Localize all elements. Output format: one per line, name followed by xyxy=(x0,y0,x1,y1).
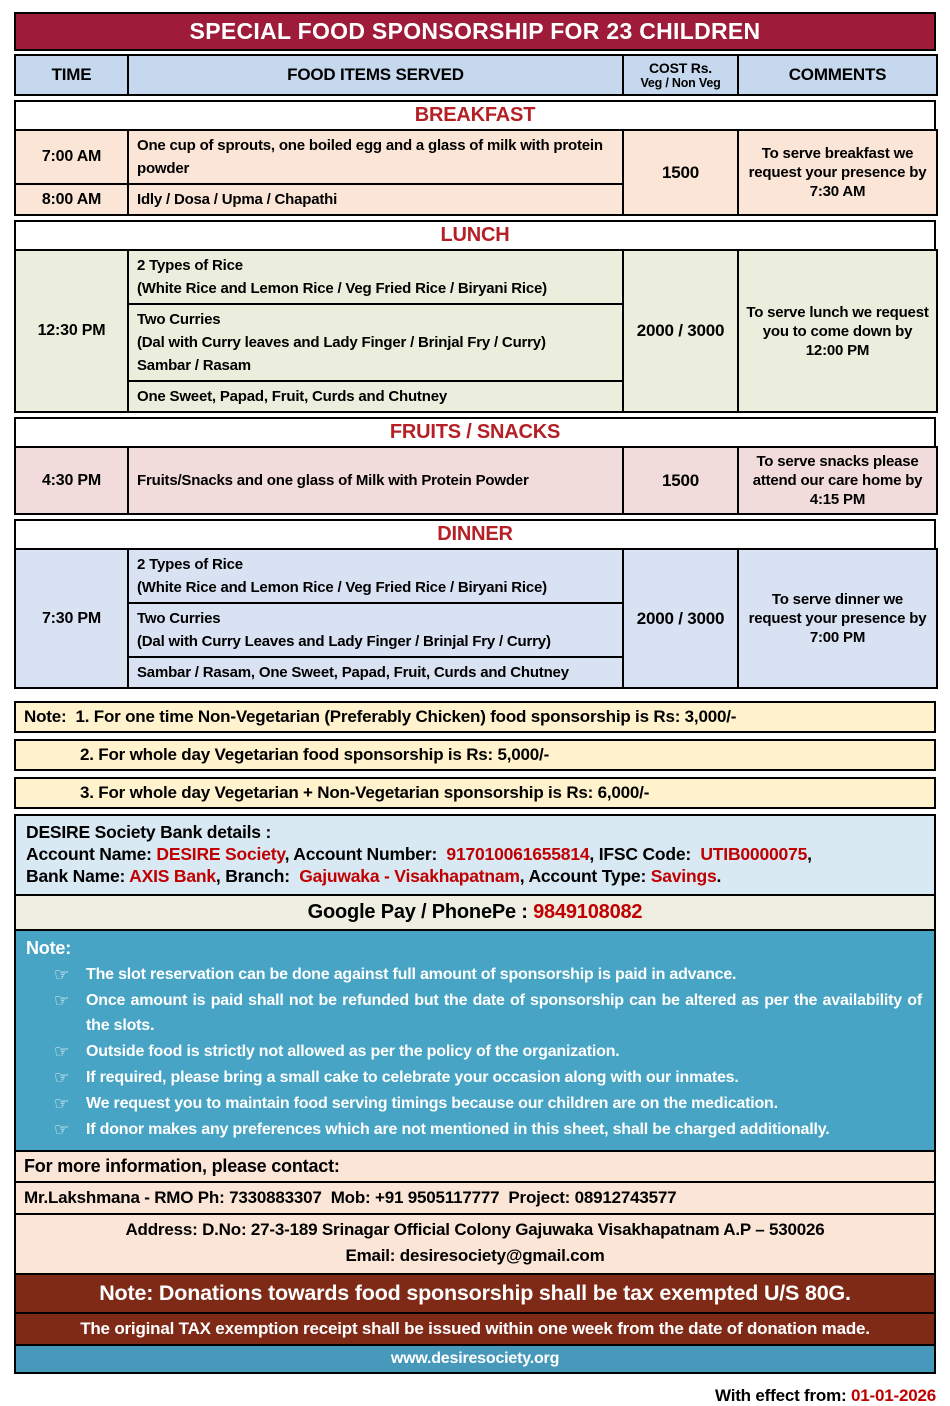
food-line: 2 Types of Rice xyxy=(137,556,243,573)
page-title: SPECIAL FOOD SPONSORSHIP FOR 23 CHILDREN xyxy=(14,12,936,51)
food-cell: Idly / Dosa / Upma / Chapathi xyxy=(128,184,623,215)
policy-item xyxy=(26,1117,924,1142)
dinner-section-heading: DINNER xyxy=(14,519,936,548)
food-cell: One cup of sprouts, one boiled egg and a glass of milk with protein powder xyxy=(128,130,623,184)
effective-date: With effect from: 01-01-2026 xyxy=(715,1386,936,1405)
food-line: (Dal with Curry leaves and Lady Finger / Brinjal Fry / Curry) xyxy=(137,334,546,351)
time-cell: 8:00 AM xyxy=(15,184,128,215)
gpay-phonepe-line: Google Pay / PhonePe : 9849108082 xyxy=(16,894,934,929)
bank-account-line: Account Name: DESIRE Society, Account Number: 917010061655814, IFSC Code: UTIB0000075, xyxy=(26,844,812,864)
food-cell xyxy=(128,603,623,657)
cost-cell: 1500 xyxy=(623,130,738,215)
food-line: Two Curries xyxy=(137,610,221,627)
policy-item-text: If required, please bring a small cake to celebrate your occasion along with our inmates. xyxy=(86,1069,739,1086)
food-line: (Dal with Curry Leaves and Lady Finger / Brinjal Fry / Curry) xyxy=(137,633,551,650)
pointing-hand-icon: ☞ xyxy=(54,1120,70,1139)
email-line: Email: desiresociety@gmail.com xyxy=(345,1246,605,1265)
table-row xyxy=(15,447,937,514)
comment-cell: To serve snacks please attend our care home by 4:15 PM xyxy=(738,447,937,514)
table-row xyxy=(15,55,937,95)
website-url: www.desiresociety.org xyxy=(16,1344,934,1372)
breakfast-section xyxy=(14,100,936,216)
bank-details xyxy=(16,816,934,894)
food-cell xyxy=(128,250,623,304)
bank-branch-line: Bank Name: AXIS Bank, Branch: Gajuwaka - Visakhapatnam, Account Type: Savings. xyxy=(26,866,722,886)
dinner-table xyxy=(14,548,938,689)
tax-receipt-note: The original TAX exemption receipt shall be issued within one week from the date of donation made. xyxy=(16,1312,934,1344)
table-row xyxy=(15,250,937,304)
comment-cell: To serve lunch we request you to come down by 12:00 PM xyxy=(738,250,937,412)
snacks-table xyxy=(14,446,938,515)
address-line: Address: D.No: 27-3-189 Srinagar Official Colony Gajuwaka Visakhapatnam A.P – 530026 xyxy=(125,1220,825,1239)
lunch-section-heading: LUNCH xyxy=(14,220,936,249)
col-header-time: TIME xyxy=(15,55,128,95)
time-cell: 7:00 AM xyxy=(15,130,128,184)
food-cell: Sambar / Rasam, One Sweet, Papad, Fruit, Curds and Chutney xyxy=(128,657,623,688)
policy-item-text: If donor makes any preferences which are not mentioned in this sheet, shall be charged additionally. xyxy=(86,1121,830,1138)
table-row xyxy=(15,130,937,184)
pointing-hand-icon: ☞ xyxy=(54,991,70,1010)
comment-cell: To serve dinner we request your presence by 7:00 PM xyxy=(738,549,937,688)
cost-cell: 2000 / 3000 xyxy=(623,250,738,412)
contact-phones-line: Mr.Lakshmana - RMO Ph: 7330883307 Mob: +91 9505117777 Project: 08912743577 xyxy=(16,1181,934,1213)
table-row xyxy=(15,549,937,603)
pricing-note-1: Note: 1. For one time Non-Vegetarian (Preferably Chicken) food sponsorship is Rs: 3,000/- xyxy=(14,701,936,733)
policy-item-text: We request you to maintain food serving timings because our children are on the medication. xyxy=(86,1095,778,1112)
policy-item xyxy=(26,1039,924,1064)
food-line: Two Curries xyxy=(137,311,221,328)
policy-item xyxy=(26,1065,924,1090)
breakfast-section-heading: BREAKFAST xyxy=(14,100,936,129)
cost-cell: 2000 / 3000 xyxy=(623,549,738,688)
bank-heading: DESIRE Society Bank details : xyxy=(26,822,272,842)
dinner-section xyxy=(14,519,936,689)
address-block xyxy=(16,1213,934,1273)
lunch-table xyxy=(14,249,938,413)
contact-heading: For more information, please contact: xyxy=(16,1150,934,1181)
policy-item-text: Once amount is paid shall not be refunded but the date of sponsorship can be altered as per the availability of the slots. xyxy=(86,992,922,1034)
breakfast-table xyxy=(14,129,938,216)
pointing-hand-icon: ☞ xyxy=(54,965,70,984)
pointing-hand-icon: ☞ xyxy=(54,1042,70,1061)
time-cell: 4:30 PM xyxy=(15,447,128,514)
comment-cell: To serve breakfast we request your presence by 7:30 AM xyxy=(738,130,937,215)
policy-item xyxy=(26,988,924,1038)
col-header-comments: COMMENTS xyxy=(738,55,937,95)
policy-item xyxy=(26,962,924,987)
cost-header-line1: COST Rs. xyxy=(649,60,712,76)
col-header-cost xyxy=(623,55,738,95)
pricing-note-3: 3. For whole day Vegetarian + Non-Vegetarian sponsorship is Rs: 6,000/- xyxy=(14,777,936,809)
cost-header-line2: Veg / Non Veg xyxy=(640,76,721,90)
food-line: Sambar / Rasam xyxy=(137,357,251,374)
snacks-section-heading: FRUITS / SNACKS xyxy=(14,417,936,446)
food-cell: One Sweet, Papad, Fruit, Curds and Chutney xyxy=(128,381,623,412)
food-line: 2 Types of Rice xyxy=(137,257,243,274)
food-line: (White Rice and Lemon Rice / Veg Fried Rice / Biryani Rice) xyxy=(137,579,547,596)
column-header-row xyxy=(14,54,938,96)
policy-note-heading: Note: xyxy=(26,938,71,958)
snacks-section xyxy=(14,417,936,515)
time-cell: 7:30 PM xyxy=(15,549,128,688)
lunch-section xyxy=(14,220,936,413)
policy-item-text: Outside food is strictly not allowed as per the policy of the organization. xyxy=(86,1043,620,1060)
policy-item-text: The slot reservation can be done against full amount of sponsorship is paid in advance. xyxy=(86,966,737,983)
pointing-hand-icon: ☞ xyxy=(54,1068,70,1087)
pricing-note-2: 2. For whole day Vegetarian food sponsorship is Rs: 5,000/- xyxy=(14,739,936,771)
food-cell xyxy=(128,304,623,381)
time-cell: 12:30 PM xyxy=(15,250,128,412)
food-cell xyxy=(128,549,623,603)
food-cell: Fruits/Snacks and one glass of Milk with Protein Powder xyxy=(128,447,623,514)
policy-note xyxy=(16,929,934,1150)
food-line: (White Rice and Lemon Rice / Veg Fried Rice / Biryani Rice) xyxy=(137,280,547,297)
cost-cell: 1500 xyxy=(623,447,738,514)
info-stack xyxy=(14,814,936,1374)
policy-item xyxy=(26,1091,924,1116)
tax-exemption-note: Note: Donations towards food sponsorship shall be tax exempted U/S 80G. xyxy=(16,1273,934,1312)
pointing-hand-icon: ☞ xyxy=(54,1094,70,1113)
col-header-food: FOOD ITEMS SERVED xyxy=(128,55,623,95)
